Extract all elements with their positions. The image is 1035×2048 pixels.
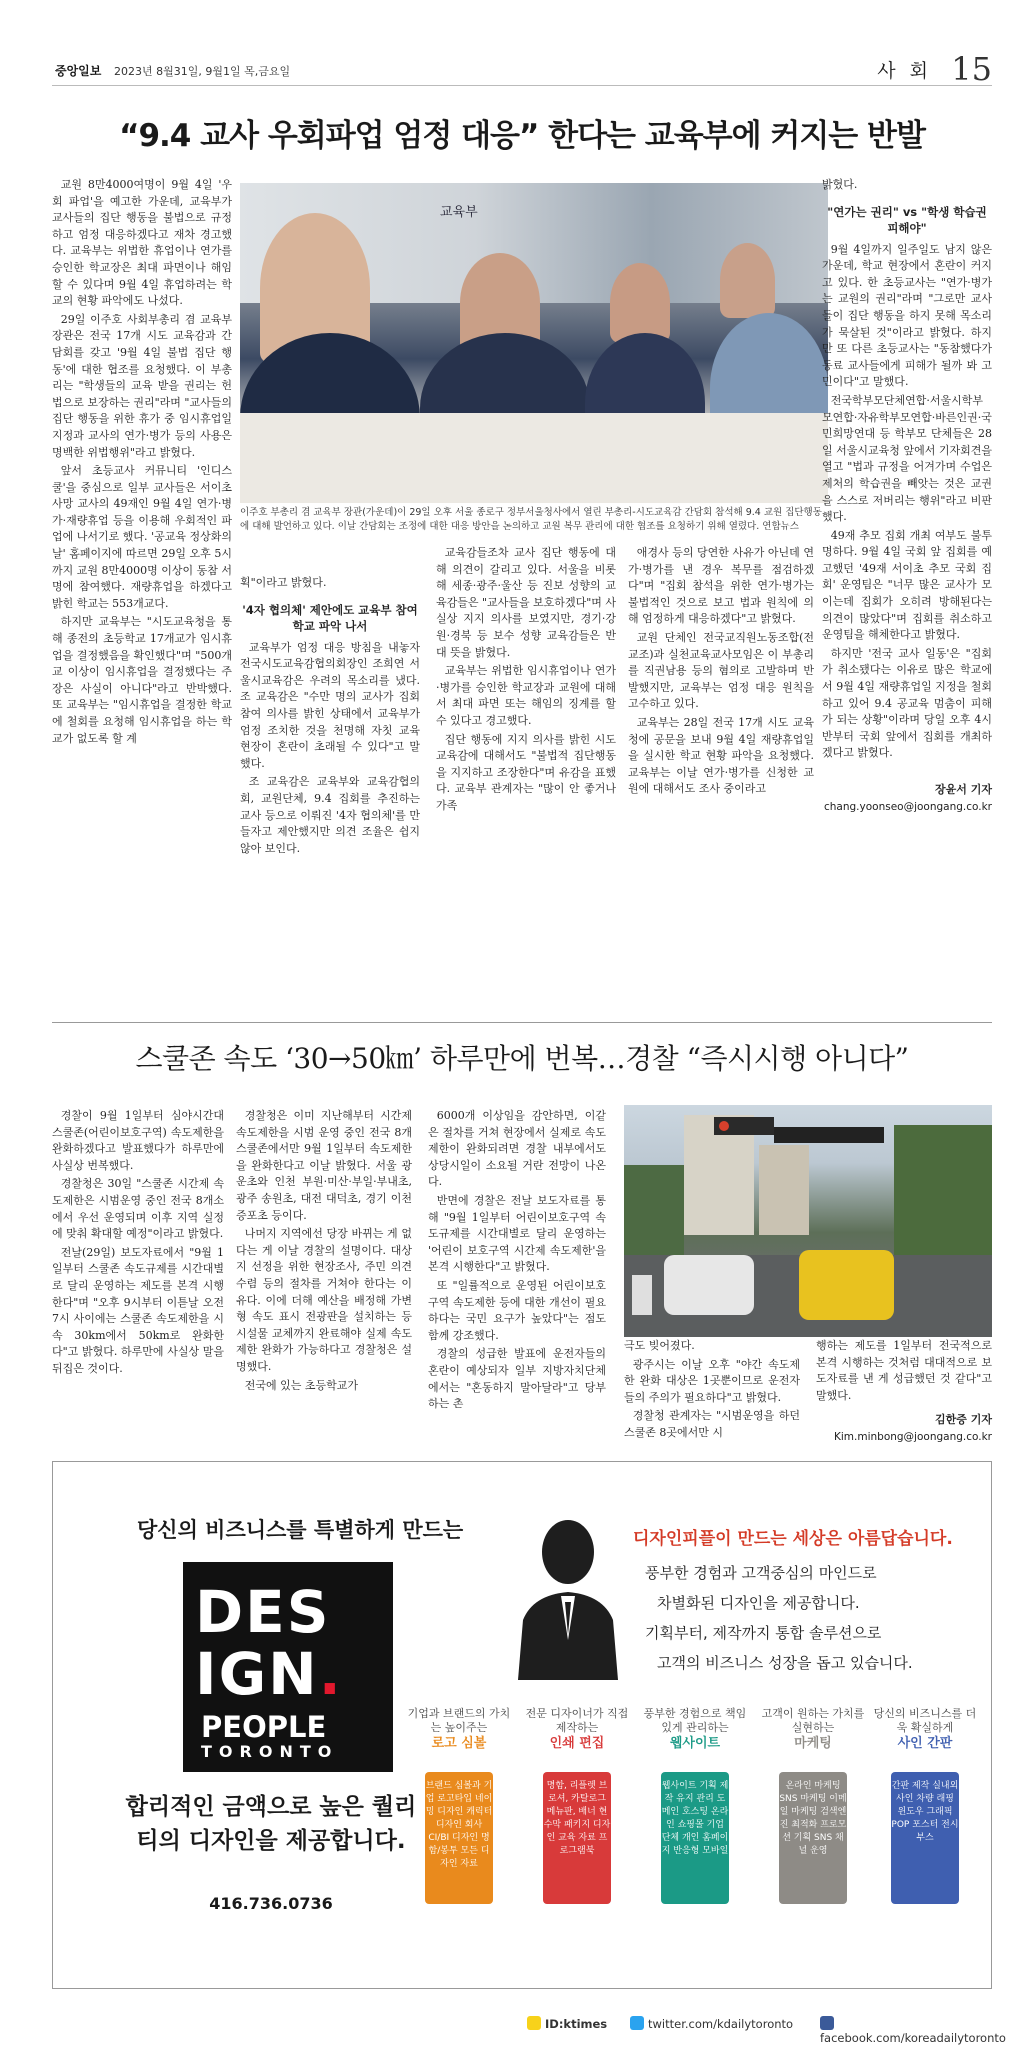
paragraph: 29일 이주호 사회부총리 겸 교육부 장관은 전국 17개 시도 교육감과 간담회를 갖고 '9월 4일 불법 집단 행동'에 대한 협조를 요청했다. 이 부총리는 "학생들의 교육 받을 권리는 헌법으로 보장하는 권리"라며 "교사들의 집단 행동을 위한 휴가 중 임시휴업일 지정과 교사의 연가·병가 등의 사용은 명백한 위법행위"라고 밝혔다. [52,312,232,459]
yellow-taxi [799,1250,894,1320]
newspaper-name: 중앙일보 [55,64,102,78]
signal-light [719,1121,729,1131]
traffic-signal [774,1127,884,1143]
ad-phone: 416.736.0736 [209,1894,333,1913]
footer-kakao [527,2016,607,2031]
businessman-silhouette-icon [513,1510,623,1680]
service-box-logo: 브랜드 심볼과 기업 로고타입 네이밍 디자인 캐릭터 디자인 회사 CI/BI 디자인 명함/봉투 모든 디자인 자료 [425,1772,493,1904]
sign-pole [632,1275,652,1315]
paragraph: 집단 행동에 지지 의사를 밝힌 시도교육감에 대해서도 "불법적 집단행동을 지지하고 조장한다"며 유감을 표했다. 교육부 관계자는 "많이 안 좋거나 가족 [436,732,616,812]
paragraph: 전국에 있는 초등학교가 [244,1378,359,1392]
article1-email: chang.yoonseo@joongang.co.kr [823,800,992,813]
article1-column-4 [628,545,814,800]
masthead [52,50,992,86]
service-name: 웹사이트 [669,1736,721,1751]
ad-tagline: 당신의 비즈니스를 특별하게 만드는 [137,1518,464,1542]
article1-column-1 [52,177,232,749]
kakao-id: ID:ktimes [545,2017,608,2031]
divider [52,1022,992,1023]
service-box-website: 웹사이트 기획 제작 유지 관리 도메인 호스팅 온라인 쇼핑몰 기업 단체 개인 홈페이지 반응형 모바일 [661,1772,729,1904]
paragraph: 반면에 경찰은 전날 보도자료를 통해 "9월 1일부터 어린이보호구역 속도규제를 시간대별로 달리 운영하는 '어린이 보호구역 시간제 속도제한'을 본격 시행한다"고 밝혔다. [428,1193,606,1274]
service-name: 사인 간판 [897,1736,953,1751]
paragraph: 애경사 등의 당연한 사유가 아닌데 연가·병가를 낸 경우 복무를 점검하겠다"며 "집회 참석을 위한 연가·병가는 불법적인 것으로 보고 법과 원칙에 의해 엄정하게 대응하겠다"고 밝혔다. [628,546,814,626]
article1-column-2 [240,575,420,859]
advertisement [52,1461,992,1989]
ad-slogan: 디자인피플이 만드는 세상은 아름답습니다. [633,1529,953,1549]
logo-text-part: IGN [195,1640,319,1708]
article2-photo [624,1105,992,1337]
twitter-link[interactable]: twitter.com/kdailytoronto [648,2017,794,2031]
article2-column-2 [236,1108,412,1396]
kakao-talk-icon [527,2016,541,2030]
paragraph: 획"이라고 밝혔다. [240,576,327,589]
paragraph: 하지만 '전국 교사 일동'은 "집회가 취소됐다는 이유로 많은 학교에서 9월 4일 재량휴업일 지정을 철회하고 있어 9.4 공교육 멈춤이 피해가 되는 상황"이라며 당일 오후 4시 반부터 국회 앞에서 집회를 개최하겠다고 밝혔다. [822,646,992,760]
logo-text: DES [195,1578,331,1646]
paragraph: 앞서 초등교사 커뮤니티 '인디스쿨'을 중심으로 일부 교사들은 서이초 사망 교사의 49재인 9월 4일 연가·병가·재량휴업 등을 이용해 우회적인 파업에 나서기로 했다. '공교육 정상화의 날' 홈페이지에 따르면 29일 오후 5시까지 교원 8만4000명 이상이 동참 서명에 참여했다. 재량휴업을 하겠다고 밝힌 학교는 553개교다. [52,464,232,610]
paragraph: 전날(29일) 보도자료에서 "9월 1일부터 스쿨존 속도규제를 시간대별로 달리 운영하는 제도를 본격 시행한다"며 "오후 9시부터 이튿날 오전 7시 사이에는 스쿨존 속도제한을 시속 30km에서 50km로 완화한다"고 밝혔다. 하루만에 사실상 말을 뒤집은 것이다. [52,1245,224,1375]
trees [894,1125,992,1265]
ad-copy [645,1558,913,1678]
service-heading [403,1707,515,1751]
service-box-signage: 간판 제작 실내외 사인 차량 래핑 윈도우 그래픽 POP 포스터 전시 부스 [891,1772,959,1904]
paragraph: 교원 단체인 전국교직원노동조합(전교조)과 실천교육교사모임은 이 부총리를 직권남용 등의 혐의로 고발하며 반발했지만, 교육부는 엄정 대응 원칙을 고수하고 있다. [628,630,814,711]
article2-column-3 [428,1108,606,1415]
paragraph: 경찰청은 이미 지난해부터 시간제 속도제한을 시범 운영 중인 전국 8개 스쿨존에서만 9월 1일부터 속도제한을 완화한다고 이날 밝혔다. 서울 광운초와 인천 부원·미산·부일·부내초, 광주 송원초, 대전 대덕초, 경기 이천 증포초 등이다. [236,1109,412,1222]
paragraph: 9월 4일까지 일주일도 남지 않은 가운데, 학교 현장에서 혼란이 커지고 있다. 한 초등교사는 "연가·병가는 교원의 권리"라며 "그로만 교사들이 집단 행동을 하지 못해 목소리가 묵살된 것"이라고 밝혔다. 하지만 또 다른 초등교사는 "동참했다가 동료 교사들에게 피해가 될까 봐 고민이다"고 말했다. [822,242,992,389]
logo-text: PEOPLE [201,1710,327,1744]
service-heading [521,1707,633,1751]
photo-sign: 교육부 [440,205,478,220]
footer [52,2014,1006,2045]
paragraph: 6000개 이상임을 감안하면, 이같은 절차를 거쳐 현장에서 실제로 속도제한이 완화되려면 경찰 내부에서도 상당시일이 소요될 거란 전망이 나온다. [428,1109,606,1189]
photo-table [240,413,828,503]
trees [624,1165,684,1255]
logo-text [195,1640,343,1708]
ad-copy-line: 차별화된 디자인을 제공합니다. [657,1594,860,1612]
paragraph: 교육부가 엄정 대응 방침을 내놓자 전국시도교육감협의회장인 조희연 서울시교육감은 우려의 목소리를 냈다. 조 교육감은 "수만 명의 교사가 집회 참여 의사를 밝힌 상태에서 교육부가 엄정 조치한 것을 천명해 자칫 교육 현장이 혼란이 초래될 수 있다"고 말했다. [240,640,420,770]
ad-copy-line: 풍부한 경험과 고객중심의 마인드로 [645,1564,877,1582]
section-name: 사 회 [877,60,932,82]
paragraph: 조 교육감은 교육부와 교육감협의회, 교원단체, 9.4 집회를 추진하는 교사 등으로 이뤄진 '4자 협의체'를 만들자고 제안했지만 의견 조율은 쉽지 않아 보인다. [240,775,420,855]
article2-email: Kim.minbong@joongang.co.kr [833,1430,992,1443]
twitter-icon [630,2016,644,2030]
paragraph: 교원 8만4000여명이 9월 4일 '우회 파업'을 예고한 가운데, 교육부가 교사들의 집단 행동을 불법으로 규정하고 엄정 대응하겠다고 재차 경고했다. 교육부는 위법한 휴업이나 연가를 승인한 학교장은 최대 파면이나 해임할 수 있다며 9월 4일 휴업하려는 학교의 현황 파악에도 나섰다. [52,178,232,308]
building [759,1145,809,1235]
paragraph: 경찰청 관계자는 "시범운영을 하던 스쿨존 8곳에서만 시 [624,1409,800,1439]
photo-person-face [610,263,670,343]
article1-subheading: "연가는 권리" vs "학생 학습권 피해야" [827,204,987,235]
paragraph: 행하는 제도를 1일부터 전국적으로 본격 시행하는 것처럼 대대적으로 보도자료를 낸 게 성급했던 것 같다"고 말했다. [816,1339,992,1402]
article1-subheading: '4자 협의체' 제안에도 교육부 참여 학교 파악 나서 [242,602,418,633]
service-heading [869,1707,981,1751]
paragraph: 하지만 교육부는 "시도교육청을 통해 종전의 초등학교 17개교가 임시휴업을 결정했음을 확인했다"며 "500개교 이상이 임시휴업을 결정했다는 주장은 사실이 아니다"라고 반박했다. 또 교육부는 "임시휴업을 결정한 학교에 철회를 요청해 임시휴업을 하는 학교가 없도록 할 계 [52,615,232,745]
facebook-icon [820,2016,834,2030]
ad-copy-line: 고객의 비즈니스 성장을 돕고 있습니다. [657,1654,913,1672]
article1-headline: “9.4 교사 우회파업 엄정 대응” 한다는 교육부에 커지는 반발 [119,118,925,154]
service-desc: 전문 디자이너가 직접 제작하는 [525,1707,629,1734]
ad-headline: 합리적인 금액으로 높은 퀄리티의 디자인을 제공합니다. [125,1794,417,1854]
article1-column-3 [436,545,616,817]
article1-photo [240,183,828,503]
issue-date: 2023년 8월31일, 9월1일 목,금요일 [114,65,291,78]
paragraph: 전국학부모단체연합·서울시학부모연합·자유학부모연합·바른인권·국민희망연대 등 학부모 단체들은 28일 서울시교육청 앞에서 기자회견을 열고 "법과 규정을 어겨가며 수업은 제처의 학습권을 빼앗는 것은 교권을 스스로 저버리는 행위"라고 비판했다. [822,393,992,524]
paragraph: 극도 빚어졌다. [624,1339,695,1352]
paragraph: 경찰이 9월 1일부터 심야시간대 스쿨존(어린이보호구역) 속도제한을 완화하겠다고 발표했다가 하루만에 사실상 번복했다. [52,1109,224,1172]
page-number: 15 [951,50,992,88]
paragraph: 광주시는 이날 오후 "야간 속도제한 완화 대상은 1곳뿐이므로 운전자들의 주의가 필요하다"고 밝혔다. [624,1357,800,1404]
service-name: 로고 심볼 [431,1736,487,1751]
paragraph: 나머지 지역에선 당장 바뀌는 게 없다는 게 이날 경찰의 설명이다. 대상지 선정을 위한 현장조사, 주민 의견수렴 등의 절차를 거쳐야 한다는 이유다. 이에 더해 예산을 배정해 가변형 속도 표시 전광판을 설치하는 등 시설물 교체까지 완료해야 실제 속도제한 완화가 가능하다고 경찰청은 설명했다. [236,1227,412,1373]
service-box-print: 명함, 리플렛 브로셔, 카탈로그 메뉴판, 배너 현수막 패키지 디자인 교육 자료 프로그램북 [543,1772,611,1904]
article2-byline: 김한증 기자 [935,1413,992,1427]
white-car [664,1255,754,1315]
service-box-marketing: 온라인 마케팅 SNS 마케팅 이메일 마케팅 검색엔진 최적화 프로모션 기획 SNS 채널 운영 [779,1772,847,1904]
service-name: 인쇄 편집 [549,1736,605,1751]
logo-text: TORONTO [201,1742,339,1761]
article2-column-4 [624,1338,800,1444]
service-desc: 기업과 브랜드의 가치는 높이주는 [407,1707,511,1734]
logo-dot: . [318,1640,343,1708]
service-desc: 고객이 원하는 가치를 실현하는 [761,1707,865,1734]
photo-person-face [720,243,775,318]
paragraph: 밝혔다. [822,178,858,191]
service-name: 마케팅 [794,1736,832,1751]
service-desc: 당신의 비즈니스를 더욱 확실하게 [873,1707,977,1734]
paragraph: 경찰청은 30일 "스쿨존 시간제 속도제한은 시범운영 중인 전국 8개소에서 우선 운영되며 이후 지역 실정에 맞춰 확대할 예정"이라고 밝혔다. [52,1177,224,1241]
street-scene [624,1105,992,1337]
paragraph: 경찰의 성급한 발표에 운전자들의 혼란이 예상되자 일부 지방자치단체에서는 "혼동하지 말아달라"고 당부하는 촌 [428,1347,606,1411]
footer-facebook[interactable] [820,2016,1006,2045]
paragraph: 또 "일률적으로 운영된 어린이보호구역 속도제한 등에 대한 개선이 필요하다는 국민 요구가 높았다"는 점도 함께 강조했다. [428,1278,606,1342]
paragraph: 교육부는 28일 전국 17개 시도 교육청에 공문을 보내 9월 4일 재량휴업일을 실시한 학교 현황 파악을 요청했다. 교육부는 이날 연가·병가를 신청한 교원에 대해서도 조사 중이라고 [628,715,814,796]
service-heading [757,1707,869,1751]
service-heading [639,1707,751,1751]
article2-column-5 [816,1338,992,1446]
article1-column-5 [822,177,992,815]
service-desc: 풍부한 경험으로 책임있게 관리하는 [643,1707,747,1734]
paragraph: 교육감들조차 교사 집단 행동에 대해 의견이 갈리고 있다. 서울을 비롯해 세종·광주·울산 등 진보 성향의 교육감들은 "교사들을 보호하겠다"며 사실상 지지 의사를 보였지만, 경기·강원·경북 등 보수 성향 교육감들은 반대 뜻을 밝혔다. [436,546,616,659]
article1-byline: 장윤서 기자 [935,783,992,796]
footer-twitter[interactable] [630,2016,793,2031]
paragraph: 교육부는 위법한 임시휴업이나 연가·병가를 승인한 학교장과 교원에 대해서 최대 파면 또는 해임의 징계를 할 수 있다고 경고했다. [436,664,616,727]
ad-copy-line: 기획부터, 제작까지 통합 솔루션으로 [645,1624,882,1642]
paragraph: 49재 추모 집회 개최 여부도 불투명하다. 9월 4일 국회 앞 집회를 예고했던 '49재 서이초 추모 국회 집회' 운영팀은 "너무 많은 교사가 모이는데 집회가 오히려 방해된다는 의견이 많았다"며 집회를 취소하고 운영팀을 해체한다고 밝혔다. [822,528,992,642]
article2-column-1 [52,1108,224,1380]
facebook-link[interactable]: facebook.com/koreadailytoronto [820,2031,1006,2045]
design-people-logo [183,1562,393,1772]
article2-headline: 스쿨존 속도 ‘30→50㎞’ 하루만에 번복…경찰 “즉시시행 아니다” [135,1042,909,1075]
article1-photo-caption: 이주호 부총리 겸 교육부 장관(가운데)이 29일 오후 서울 종로구 정부서울청사에서 열린 부총리-시도교육감 간담회 참석해 9.4 교원 집단행동에 대해 발언하고 있다. 이날 간담회는 조정에 대한 대응 방안을 논의하고 교원 복무 관리에 대한 협조를 요청하기 위해 열렸다. 연합뉴스 [240,507,822,532]
